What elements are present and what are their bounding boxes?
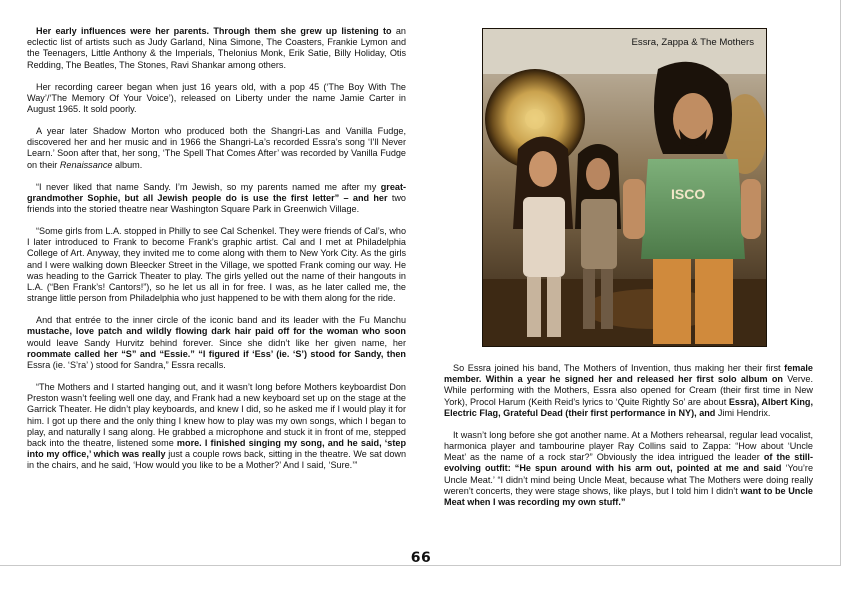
shirt-lettering: ISCO (671, 186, 706, 202)
paragraph-bold-text: Essra), Albert King, Electric Flag, Grateful Dead (their first performance in NY), and (444, 396, 813, 418)
paragraph-text: And that entrée to the inner circle of the iconic band and its leader with the Fu Manchu (36, 315, 406, 326)
paragraph-text: Jimi Hendrix. (715, 407, 771, 418)
band-photo-illustration (483, 29, 767, 347)
paragraph-text: would leave Sandy Hurvitz behind forever. Since she didn’t like her given name, her (27, 337, 406, 348)
paragraph-text: an eclectic list of artists such as Judy Garland, Nina Simone, The Coasters, Frankie Lymon and the Teenagers, Little Anthony & the Imperials, Thelonius Monk, Erik Satie, Billy Holiday, Otis Redding, The Beatles, The Stones, Ravi Shankar among others. (27, 26, 406, 70)
right-text-column (444, 363, 813, 519)
paragraph-name-sandy (27, 182, 406, 216)
paragraph-joined-band (444, 363, 813, 419)
paragraph-bold-text: want to be Uncle Meat when I was recording my own stuff.” (444, 485, 813, 508)
paragraph-bold-text: of the still-evolving outfit: “He spun around with his arm out, pointed at me and said (444, 452, 813, 474)
paragraph-bold-lead: Her early influences were her parents. Through them she grew up listening to (36, 26, 392, 36)
paragraph-early-influences (27, 26, 406, 71)
photo-sky (483, 29, 767, 74)
paragraph-text: It wasn’t long before she got another name. At a Mothers rehearsal, regular lead vocalist, harmonica player and tambourine player Ray Collins said to Zappa: “How about ‘Uncle Meat’ as the name of a rock star?” Obviously the idea intrigued the leader (444, 429, 813, 463)
left-text-column (27, 26, 406, 482)
paragraph-text: two friends into the storied theatre near Washington Square Park in Greenwich Village. (27, 192, 406, 215)
gong-center-icon (525, 109, 545, 129)
paragraph-philly-girls: “Some girls from L.A. stopped in Philly to see Cal Schenkel. They were friends of Cal’s, who I later introduced to Frank to become Frank’s graphic artist. Cal and I met at Philadelphia College of Art. Anyway, they invited me to come along with them to New York City. As the girls and I were walking down Bleecker Street in the Village, we spotted Frank coming our way. He was heading to the Garrick Theater to play. The girls yelled out the name of their hangouts in L.A. (“Ben Frank’s! Cantors!”), so he let us all in for free. I was, as he later called me, the strange little person from Philadelphia who just happened to be with them along for the ride. (27, 226, 406, 304)
page-number: 66 (410, 550, 432, 566)
paragraph-text: ‘You’re Uncle Meat.’ “I didn’t mind being Uncle Meat, because what The Mothers were doing really weren’t concerts, they were stage shows, like plays, but I told him I didn’t (444, 463, 814, 496)
paragraph-text: So Essra joined his band, The Mothers of Invention, thus making her their first (453, 363, 785, 373)
paragraph-keyboard-story (27, 382, 406, 472)
paragraph-bold-text: more. I finished singing my song, and he said, ‘step into my office,’ which was really (27, 438, 406, 460)
paragraph-text: A year later Shadow Morton who produced both the Shangri-Las and Vanilla Fudge, discovered her and her music and in 1966 the Shangri-La’s recorded Essra’s song ‘I’ll Never Learn.’ Soon after that, her song, ‘The Spell That Comes After’ was recorded by Vanilla Fudge on their (27, 126, 406, 170)
paragraph-shadow-morton (27, 126, 406, 171)
paragraph-text: Essra (ie. ‘S’ra’ ) stood for Sandra,” Essra recalls. (27, 360, 226, 371)
photo-caption: Essra, Zappa & The Mothers (631, 37, 754, 48)
paragraph-entree (27, 315, 406, 371)
paragraph-bold-text: female member. Within a year he signed her and released her first solo album on (444, 363, 813, 385)
paragraph-text: “The Mothers and I started hanging out, and it wasn’t long before Mothers keyboardist Don Preston wasn’t feeling well one day, and Frank had a new keyboard set up on the stage at the Garrick Theater. He didn’t play keyboards, and knew I did, so he asked me if I would play it for him. I got up there and the only thing I knew how to play was my own songs, which I began to play, and naturally I sang along. He grabbed a microphone and stuck it in front of me, stepped back into the theatre, listened some (27, 382, 406, 449)
paragraph-bold-text: mustache, love patch and wildly flowing dark hair paid off for the woman who soon (27, 326, 406, 337)
paragraph-recording-career: Her recording career began when just 16 years old, with a pop 45 (‘The Boy With The Way’/‘The Memory Of Your Voice’), released on Liberty under the name Jamie Carter in August 1965. It sold poorly. (27, 81, 406, 115)
paragraph-bold-text: roommate called her “S” and “Essie.” “I figured if ‘Ess’ (ie. ‘S’) stood for Sandy, then (27, 348, 406, 359)
paragraph-bold-text: great-grandmother Sophie, but all Jewish people do is use the first letter” – and her (27, 181, 406, 203)
paragraph-text: album. (112, 159, 143, 170)
band-photo (482, 28, 767, 347)
paragraph-uncle-meat (444, 430, 813, 508)
paragraph-text: Verve. While performing with the Mothers, Essra also opened for Cream (their first time in New York), Procol Harum (Keith Reid’s lyrics to ‘Quite Rightly So’ are about (444, 374, 813, 407)
paragraph-text: “I never liked that name Sandy. I’m Jewish, so my parents named me after my (36, 181, 381, 192)
album-title-italic: Renaissance (59, 159, 113, 170)
paragraph-text: just a couple rows back, sitting in the theatre. We sat down in the chairs, and he said, ‘How would you like to be a Mother?’ And I said, ‘Sure.’” (27, 449, 407, 471)
